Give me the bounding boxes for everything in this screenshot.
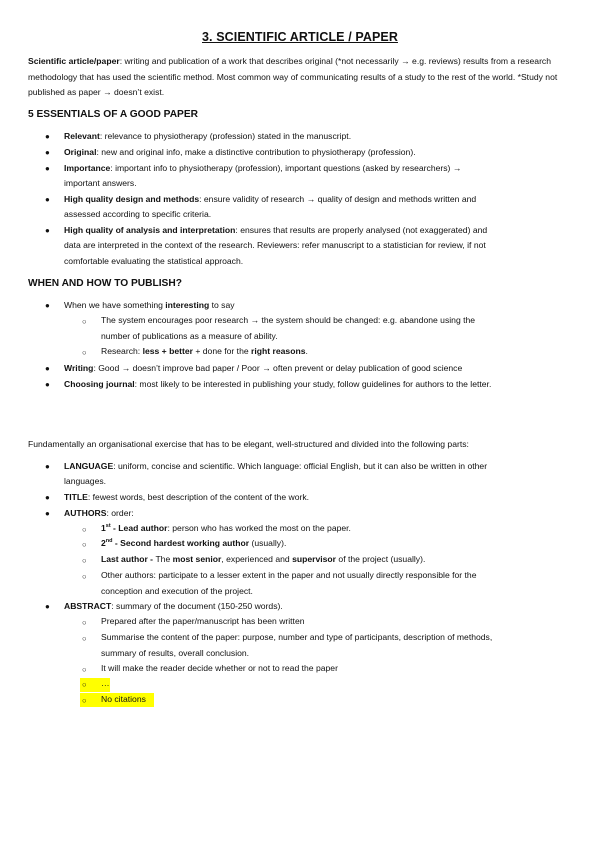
sub-bullet-marker: ○ xyxy=(82,317,87,326)
intro-paragraph: Scientific article/paper: writing and publication of a work that describes original (*not necessarily → e.g. reviews) results from a research methodology that has used the scientific method. Most common way of communicating results of a study to the rest of the world. *Study not published as paper → doesn’t exist. xyxy=(28,56,558,98)
sub-bullet-marker: ○ xyxy=(82,680,87,689)
publish-system-cont: number of publications as a measure of ability. xyxy=(101,331,278,341)
part-language-cont: languages. xyxy=(64,476,107,486)
bullet-marker: ● xyxy=(45,509,50,518)
essential-original: Original: new and original info, make a distinctive contribution to physiotherapy (profession). xyxy=(64,147,416,157)
sub-bullet-marker: ○ xyxy=(82,618,87,627)
sub-bullet-marker: ○ xyxy=(82,572,87,581)
part-title: TITLE: fewest words, best description of the content of the work. xyxy=(64,492,310,502)
bullet-marker: ● xyxy=(45,602,50,611)
essential-analysis: High quality of analysis and interpretation: ensures that results are properly analysed (not exaggerated) and xyxy=(64,225,488,235)
sub-bullet-marker: ○ xyxy=(82,525,87,534)
abstract-summarise: Summarise the content of the paper: purpose, number and type of participants, description of methods, xyxy=(101,632,493,642)
essential-design-cont: assessed according to specific criteria. xyxy=(64,209,212,219)
structure-intro: Fundamentally an organisational exercise that has to be elegant, well-structured and divided into the following parts: xyxy=(28,439,469,449)
sub-bullet-marker: ○ xyxy=(82,634,87,643)
bullet-marker: ● xyxy=(45,301,50,310)
essential-design: High quality design and methods: ensure validity of research → quality of design and methods written and xyxy=(64,194,477,204)
essential-analysis-cont: data are interpreted in the context of the research. Reviewers: refer manuscript to a statistician for review, if not xyxy=(64,240,486,250)
author-last: Last author - The most senior, experienced and supervisor of the project (usually). xyxy=(101,554,426,564)
bullet-marker: ● xyxy=(45,493,50,502)
author-other: Other authors: participate to a lesser extent in the paper and not usually directly responsible for the xyxy=(101,570,477,580)
abstract-prepared: Prepared after the paper/manuscript has been written xyxy=(101,616,305,626)
author-other-cont: conception and execution of the project. xyxy=(101,586,253,596)
abstract-no-citations: No citations xyxy=(101,694,146,704)
essential-relevant: Relevant: relevance to physiotherapy (profession) stated in the manuscript. xyxy=(64,131,352,141)
bullet-marker: ● xyxy=(45,148,50,157)
section-heading-essentials: 5 ESSENTIALS OF A GOOD PAPER xyxy=(28,109,199,120)
publish-interesting: When we have something interesting to say xyxy=(64,300,235,310)
bullet-marker: ● xyxy=(45,364,50,373)
page-title: 3. SCIENTIFIC ARTICLE / PAPER xyxy=(202,30,398,44)
sub-bullet-marker: ○ xyxy=(82,696,87,705)
section-heading-publish: WHEN AND HOW TO PUBLISH? xyxy=(28,278,182,289)
abstract-summarise-cont: summary of results, overall conclusion. xyxy=(101,648,250,658)
sub-bullet-marker: ○ xyxy=(82,540,87,549)
bullet-marker: ● xyxy=(45,164,50,173)
essential-importance: Importance: important info to physiotherapy (profession), important questions (asked by researchers) → xyxy=(64,163,462,173)
sub-bullet-marker: ○ xyxy=(82,348,87,357)
abstract-ellipsis: … xyxy=(101,678,110,688)
part-abstract: ABSTRACT: summary of the document (150-250 words). xyxy=(64,601,283,611)
bullet-marker: ● xyxy=(45,380,50,389)
author-second: 2nd - Second hardest working author (usually). xyxy=(101,538,287,548)
publish-journal: Choosing journal: most likely to be interested in publishing your study, follow guidelines for authors to the letter. xyxy=(64,379,492,389)
author-first: 1st - Lead author: person who has worked the most on the paper. xyxy=(101,523,351,533)
bullet-marker: ● xyxy=(45,132,50,141)
bullet-marker: ● xyxy=(45,462,50,471)
essential-analysis-cont2: comfortable evaluating the statistical approach. xyxy=(64,256,244,266)
publish-system: The system encourages poor research → the system should be changed: e.g. abandone using the xyxy=(101,315,476,325)
publish-research: Research: less + better + done for the right reasons. xyxy=(101,346,308,356)
essential-importance-cont: important answers. xyxy=(64,178,137,188)
sub-bullet-marker: ○ xyxy=(82,665,87,674)
part-language: LANGUAGE: uniform, concise and scientific. Which language: official English, but it can also be written in other xyxy=(64,461,488,471)
publish-writing: Writing: Good → doesn’t improve bad paper / Poor → often prevent or delay publication of good science xyxy=(64,363,463,373)
bullet-marker: ● xyxy=(45,195,50,204)
abstract-decide: It will make the reader decide whether or not to read the paper xyxy=(101,663,338,673)
part-authors: AUTHORS: order: xyxy=(64,508,134,518)
bullet-marker: ● xyxy=(45,226,50,235)
sub-bullet-marker: ○ xyxy=(82,556,87,565)
